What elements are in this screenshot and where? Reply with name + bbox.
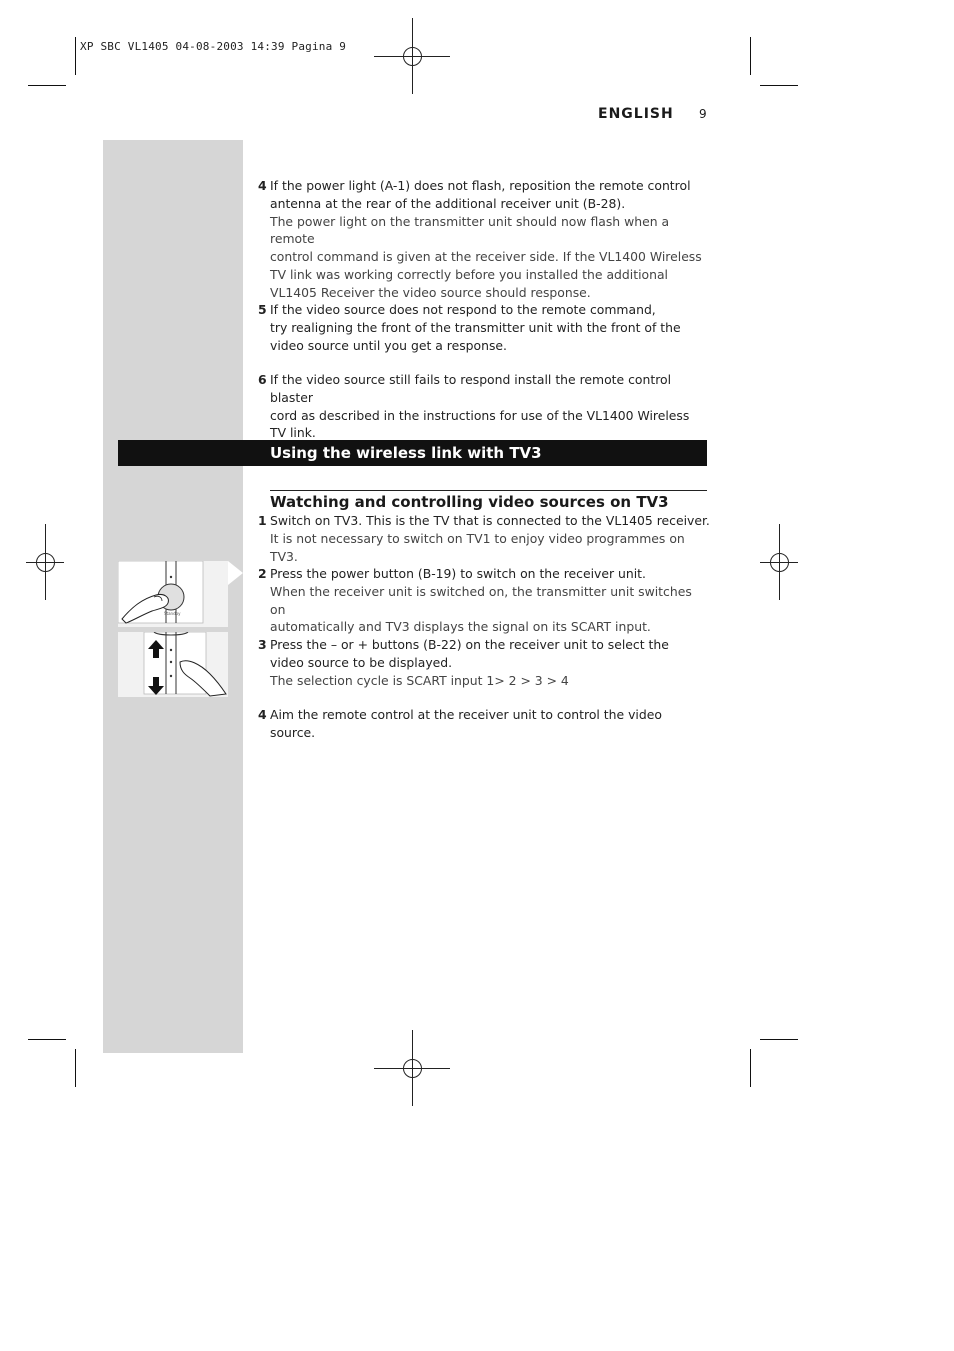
step-text-line: If the video source does not respond to the remote command, xyxy=(270,302,656,317)
step-text-line: video source until you get a response. xyxy=(270,337,507,353)
step-item xyxy=(258,706,710,742)
section-title: Using the wireless link with TV3 xyxy=(270,444,542,462)
step-text-line: video source to be displayed. xyxy=(270,654,453,670)
step-number: 2 xyxy=(258,566,267,581)
step-number: 1 xyxy=(258,513,267,528)
step-number: 4 xyxy=(258,707,267,722)
step-number: 3 xyxy=(258,637,267,652)
step-item xyxy=(258,301,710,354)
step-note-line: When the receiver unit is switched on, the transmitter unit switches on xyxy=(270,583,692,617)
step-text-line: Aim the remote control at the receiver unit to control the video source. xyxy=(270,707,662,740)
select-buttons-illustration xyxy=(118,632,228,697)
step-text-line: If the video source still fails to respond install the remote control blaster xyxy=(270,372,672,405)
step-text-line: TV link. xyxy=(270,425,316,441)
step-number: 4 xyxy=(258,178,267,193)
step-number: 6 xyxy=(258,372,267,387)
registration-mark-left xyxy=(26,524,64,600)
step-text-line: try realigning the front of the transmitter unit with the front of the xyxy=(270,319,681,335)
step-text-line: If the power light (A-1) does not flash, reposition the remote control xyxy=(270,178,691,193)
step-text-line: Press the – or + buttons (B-22) on the receiver unit to select the xyxy=(270,637,669,652)
power-button-illustration xyxy=(118,561,243,627)
language-heading: ENGLISH xyxy=(598,106,674,122)
step-text-line: Press the power button (B-19) to switch on the receiver unit. xyxy=(270,566,646,581)
step-note-line: automatically and TV3 displays the signal on its SCART input. xyxy=(270,619,651,635)
printer-slug: XP SBC VL1405 04-08-2003 14:39 Pagina 9 xyxy=(80,40,347,53)
step-text-line: antenna at the rear of the additional receiver unit (B-28). xyxy=(270,195,626,211)
step-item xyxy=(258,512,710,565)
step-note-line: TV link was working correctly before you installed the additional xyxy=(270,266,668,282)
subsection-title: Watching and controlling video sources on TV3 xyxy=(270,493,669,511)
step-item xyxy=(258,371,710,442)
subsection-rule xyxy=(270,490,707,491)
step-note-line: The selection cycle is SCART input 1> 2 > 3 > 4 xyxy=(270,672,569,688)
registration-mark-right xyxy=(760,524,798,600)
step-note-line: It is not necessary to switch on TV1 to enjoy video programmes on TV3. xyxy=(270,530,685,564)
step-item xyxy=(258,177,710,302)
registration-mark-bottom xyxy=(374,1030,450,1106)
step-note-line: VL1405 Receiver the video source should response. xyxy=(270,284,591,300)
step-item xyxy=(258,636,710,689)
registration-mark-top xyxy=(374,18,450,94)
step-text-line: Switch on TV3. This is the TV that is connected to the VL1405 receiver. xyxy=(270,513,710,528)
step-text-line: cord as described in the instructions for use of the VL1400 Wireless xyxy=(270,407,690,423)
section-heading-bar xyxy=(118,440,707,466)
page-number: 9 xyxy=(699,107,707,121)
step-item xyxy=(258,565,710,636)
step-number: 5 xyxy=(258,302,267,317)
step-note-line: control command is given at the receiver side. If the VL1400 Wireless xyxy=(270,249,702,265)
step-note-line: The power light on the transmitter unit should now flash when a remote xyxy=(270,213,670,247)
standby-caption: Standby xyxy=(164,611,181,616)
